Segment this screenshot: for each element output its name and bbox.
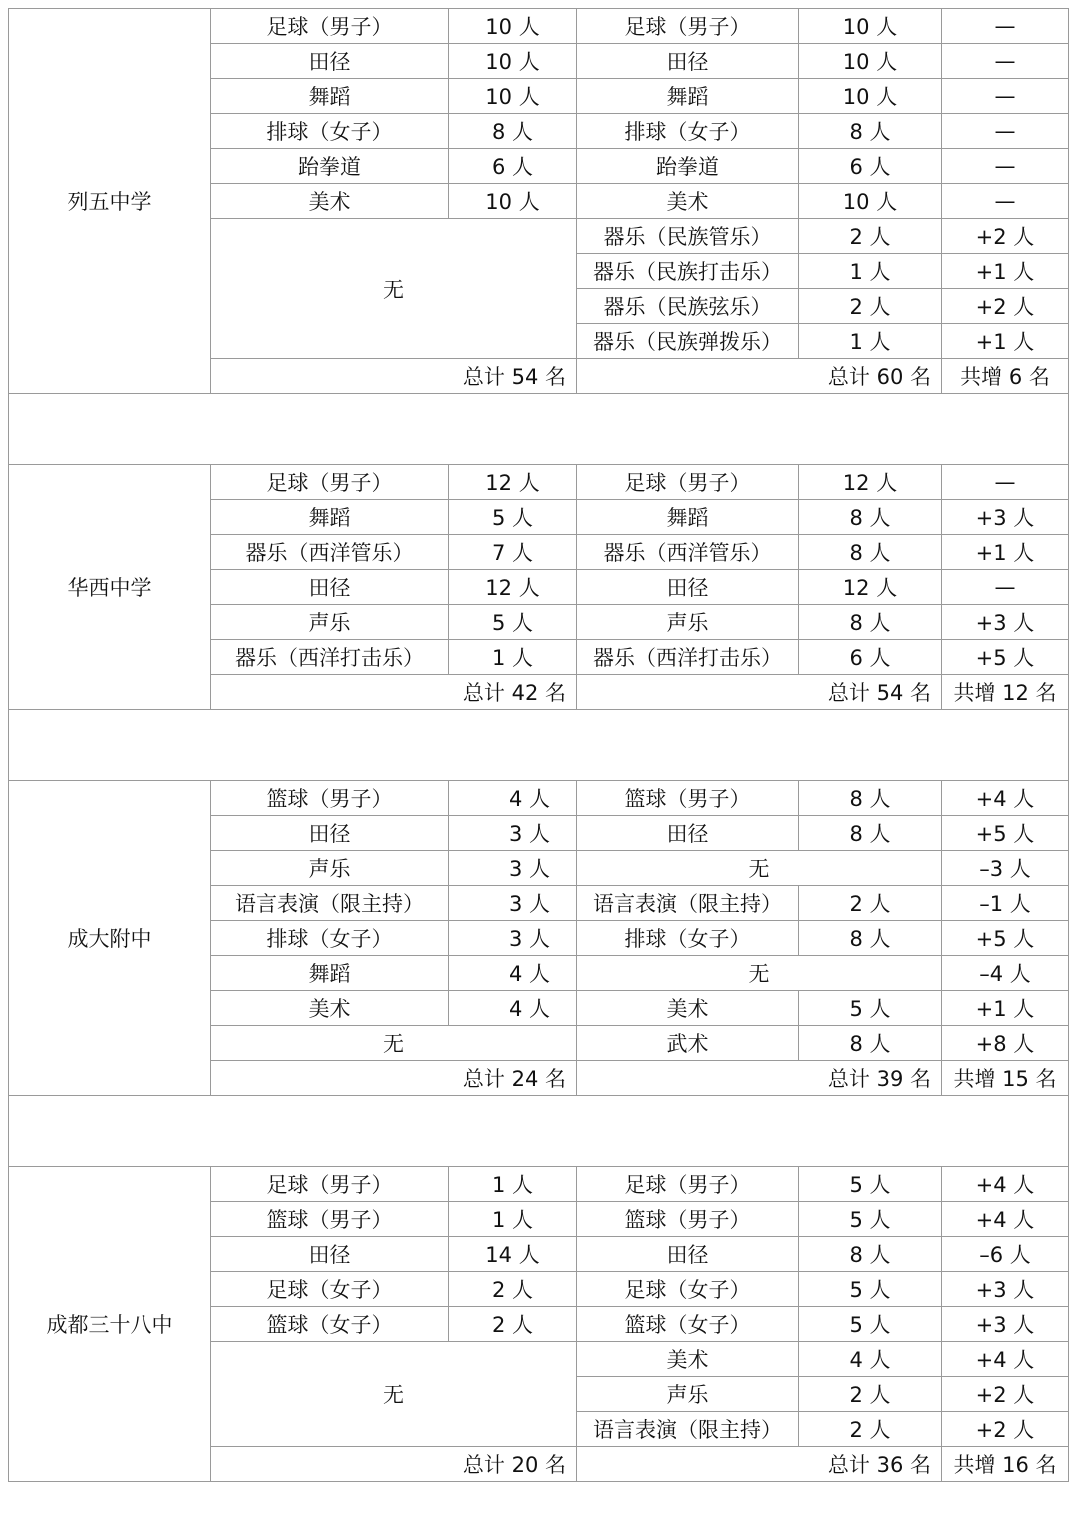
- project-after: 美术: [577, 1342, 799, 1377]
- project-before: 足球（男子）: [211, 465, 449, 500]
- project-after: 美术: [577, 991, 799, 1026]
- project-after: 舞蹈: [577, 500, 799, 535]
- count-change: +3 人: [942, 1272, 1069, 1307]
- count-before: 2 人: [449, 1307, 577, 1342]
- project-before: 语言表演（限主持）: [211, 886, 449, 921]
- count-change: +2 人: [942, 219, 1069, 254]
- project-after: 排球（女子）: [577, 114, 799, 149]
- project-after: 排球（女子）: [577, 921, 799, 956]
- project-before: 舞蹈: [211, 956, 449, 991]
- no-project-after: 无: [577, 851, 942, 886]
- project-after: 足球（女子）: [577, 1272, 799, 1307]
- count-after: 8 人: [799, 535, 942, 570]
- total-before: 总计 24 名: [211, 1061, 577, 1096]
- count-before: 6 人: [449, 149, 577, 184]
- project-after: 器乐（民族弹拨乐）: [577, 324, 799, 359]
- count-after: 8 人: [799, 114, 942, 149]
- project-after: 声乐: [577, 605, 799, 640]
- total-before: 总计 54 名: [211, 359, 577, 394]
- count-before: 10 人: [449, 184, 577, 219]
- count-change: –4 人: [942, 956, 1069, 991]
- count-before: 3 人: [449, 851, 577, 886]
- count-after: 5 人: [799, 1307, 942, 1342]
- count-change: +3 人: [942, 1307, 1069, 1342]
- project-after: 语言表演（限主持）: [577, 1412, 799, 1447]
- project-before: 田径: [211, 1237, 449, 1272]
- count-change: +1 人: [942, 535, 1069, 570]
- project-after: 篮球（男子）: [577, 1202, 799, 1237]
- count-change: +4 人: [942, 781, 1069, 816]
- project-after: 篮球（男子）: [577, 781, 799, 816]
- project-before: 足球（男子）: [211, 1167, 449, 1202]
- count-after: 8 人: [799, 1237, 942, 1272]
- no-project-after: 无: [577, 956, 942, 991]
- count-change: +4 人: [942, 1342, 1069, 1377]
- count-change: —: [942, 149, 1069, 184]
- count-after: 2 人: [799, 289, 942, 324]
- project-before: 器乐（西洋打击乐）: [211, 640, 449, 675]
- school-name: 成都三十八中: [9, 1167, 211, 1482]
- count-after: 1 人: [799, 254, 942, 289]
- project-after: 武术: [577, 1026, 799, 1061]
- spacer-cell: [9, 394, 1069, 465]
- project-after: 美术: [577, 184, 799, 219]
- count-after: 2 人: [799, 886, 942, 921]
- school-name: 华西中学: [9, 465, 211, 710]
- project-after: 足球（男子）: [577, 9, 799, 44]
- project-after: 器乐（民族打击乐）: [577, 254, 799, 289]
- count-before: 8 人: [449, 114, 577, 149]
- spacer-row: [9, 394, 1069, 465]
- count-change: +3 人: [942, 605, 1069, 640]
- count-before: 7 人: [449, 535, 577, 570]
- project-after: 语言表演（限主持）: [577, 886, 799, 921]
- project-after: 器乐（民族管乐）: [577, 219, 799, 254]
- count-after: 8 人: [799, 500, 942, 535]
- count-change: +4 人: [942, 1167, 1069, 1202]
- count-change: –3 人: [942, 851, 1069, 886]
- count-after: 12 人: [799, 465, 942, 500]
- count-before: 12 人: [449, 465, 577, 500]
- total-before: 总计 20 名: [211, 1447, 577, 1482]
- project-before: 美术: [211, 991, 449, 1026]
- no-project-before: 无: [211, 1342, 577, 1447]
- count-before: 1 人: [449, 1167, 577, 1202]
- count-after: 2 人: [799, 219, 942, 254]
- total-before: 总计 42 名: [211, 675, 577, 710]
- count-change: +3 人: [942, 500, 1069, 535]
- count-after: 8 人: [799, 781, 942, 816]
- count-change: +1 人: [942, 324, 1069, 359]
- project-before: 声乐: [211, 605, 449, 640]
- table-row: [9, 781, 1069, 816]
- count-before: 14 人: [449, 1237, 577, 1272]
- no-project-before: 无: [211, 219, 577, 359]
- total-after: 总计 54 名: [577, 675, 942, 710]
- count-change: —: [942, 465, 1069, 500]
- count-after: 2 人: [799, 1377, 942, 1412]
- count-before: 4 人: [449, 991, 577, 1026]
- count-before: 3 人: [449, 816, 577, 851]
- count-after: 5 人: [799, 1272, 942, 1307]
- count-change: +4 人: [942, 1202, 1069, 1237]
- project-after: 足球（男子）: [577, 1167, 799, 1202]
- count-before: 2 人: [449, 1272, 577, 1307]
- project-before: 排球（女子）: [211, 114, 449, 149]
- project-after: 跆拳道: [577, 149, 799, 184]
- school-name: 成大附中: [9, 781, 211, 1096]
- count-after: 8 人: [799, 1026, 942, 1061]
- project-before: 篮球（女子）: [211, 1307, 449, 1342]
- count-before: 1 人: [449, 1202, 577, 1237]
- project-before: 声乐: [211, 851, 449, 886]
- count-after: 5 人: [799, 991, 942, 1026]
- spacer-row: [9, 710, 1069, 781]
- project-after: 器乐（民族弦乐）: [577, 289, 799, 324]
- project-after: 足球（男子）: [577, 465, 799, 500]
- count-before: 5 人: [449, 605, 577, 640]
- project-after: 田径: [577, 44, 799, 79]
- total-after: 总计 36 名: [577, 1447, 942, 1482]
- count-before: 3 人: [449, 921, 577, 956]
- total-change: 共增 6 名: [942, 359, 1069, 394]
- count-change: +2 人: [942, 1412, 1069, 1447]
- project-after: 田径: [577, 816, 799, 851]
- project-before: 田径: [211, 44, 449, 79]
- project-before: 跆拳道: [211, 149, 449, 184]
- count-after: 10 人: [799, 44, 942, 79]
- count-before: 10 人: [449, 79, 577, 114]
- project-before: 篮球（男子）: [211, 1202, 449, 1237]
- count-after: 4 人: [799, 1342, 942, 1377]
- count-before: 10 人: [449, 9, 577, 44]
- total-change: 共增 16 名: [942, 1447, 1069, 1482]
- count-before: 4 人: [449, 781, 577, 816]
- count-change: –6 人: [942, 1237, 1069, 1272]
- count-change: –1 人: [942, 886, 1069, 921]
- count-change: +5 人: [942, 921, 1069, 956]
- count-change: —: [942, 9, 1069, 44]
- project-before: 篮球（男子）: [211, 781, 449, 816]
- project-before: 田径: [211, 570, 449, 605]
- count-before: 4 人: [449, 956, 577, 991]
- count-change: +8 人: [942, 1026, 1069, 1061]
- project-before: 器乐（西洋管乐）: [211, 535, 449, 570]
- count-after: 10 人: [799, 9, 942, 44]
- count-before: 5 人: [449, 500, 577, 535]
- total-change: 共增 12 名: [942, 675, 1069, 710]
- count-after: 6 人: [799, 149, 942, 184]
- project-before: 舞蹈: [211, 79, 449, 114]
- count-change: +5 人: [942, 816, 1069, 851]
- count-before: 3 人: [449, 886, 577, 921]
- count-after: 8 人: [799, 816, 942, 851]
- spacer-cell: [9, 710, 1069, 781]
- count-change: —: [942, 114, 1069, 149]
- project-after: 声乐: [577, 1377, 799, 1412]
- count-before: 1 人: [449, 640, 577, 675]
- project-before: 美术: [211, 184, 449, 219]
- spacer-cell: [9, 1096, 1069, 1167]
- count-after: 8 人: [799, 921, 942, 956]
- project-after: 田径: [577, 570, 799, 605]
- total-after: 总计 60 名: [577, 359, 942, 394]
- count-change: +5 人: [942, 640, 1069, 675]
- project-before: 足球（男子）: [211, 9, 449, 44]
- project-after: 器乐（西洋打击乐）: [577, 640, 799, 675]
- count-after: 8 人: [799, 605, 942, 640]
- no-project-before: 无: [211, 1026, 577, 1061]
- project-after: 舞蹈: [577, 79, 799, 114]
- count-change: —: [942, 44, 1069, 79]
- count-change: +1 人: [942, 991, 1069, 1026]
- project-after: 田径: [577, 1237, 799, 1272]
- count-after: 5 人: [799, 1167, 942, 1202]
- count-change: +2 人: [942, 1377, 1069, 1412]
- count-change: +1 人: [942, 254, 1069, 289]
- count-after: 10 人: [799, 79, 942, 114]
- project-before: 足球（女子）: [211, 1272, 449, 1307]
- count-after: 5 人: [799, 1202, 942, 1237]
- table-row: [9, 465, 1069, 500]
- count-change: —: [942, 79, 1069, 114]
- count-after: 10 人: [799, 184, 942, 219]
- count-before: 12 人: [449, 570, 577, 605]
- table-row: [9, 1167, 1069, 1202]
- spacer-row: [9, 1096, 1069, 1167]
- count-before: 10 人: [449, 44, 577, 79]
- count-change: —: [942, 570, 1069, 605]
- total-change: 共增 15 名: [942, 1061, 1069, 1096]
- count-change: +2 人: [942, 289, 1069, 324]
- project-before: 排球（女子）: [211, 921, 449, 956]
- total-after: 总计 39 名: [577, 1061, 942, 1096]
- project-before: 田径: [211, 816, 449, 851]
- project-after: 篮球（女子）: [577, 1307, 799, 1342]
- school-quota-table: [8, 8, 1069, 1482]
- count-after: 1 人: [799, 324, 942, 359]
- project-before: 舞蹈: [211, 500, 449, 535]
- project-after: 器乐（西洋管乐）: [577, 535, 799, 570]
- table-row: [9, 9, 1069, 44]
- count-after: 2 人: [799, 1412, 942, 1447]
- school-name: 列五中学: [9, 9, 211, 394]
- count-change: —: [942, 184, 1069, 219]
- count-after: 6 人: [799, 640, 942, 675]
- count-after: 12 人: [799, 570, 942, 605]
